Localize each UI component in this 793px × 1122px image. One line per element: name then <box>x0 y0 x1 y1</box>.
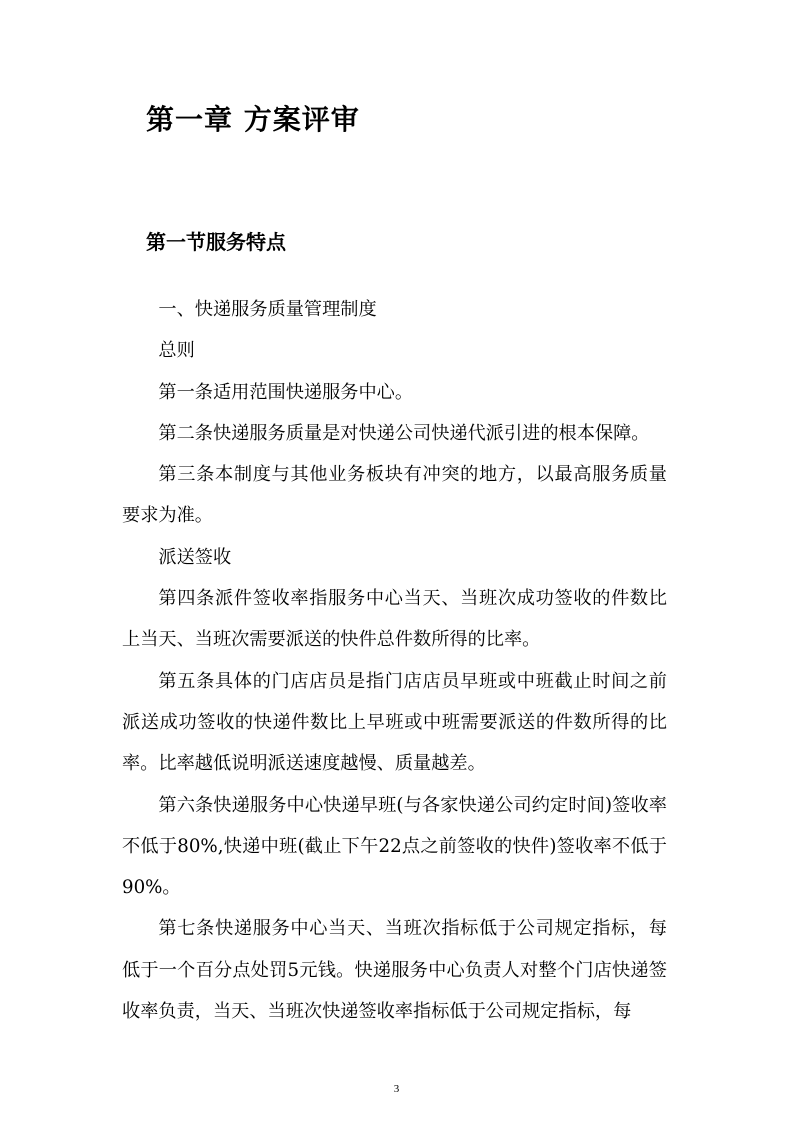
body-text <box>122 289 667 1032</box>
paragraph-delivery-signing: 派送签收 <box>158 546 232 568</box>
paragraph-article-1: 第一条适用范围快递服务中心。 <box>158 381 414 403</box>
paragraph-general-provisions: 总则 <box>158 340 195 362</box>
paragraph-article-3: 第三条本制度与其他业务板块有冲突的地方，以最高服务质量要求为准。 <box>122 464 667 527</box>
chapter-title: 第一章 方案评审 <box>146 103 360 136</box>
paragraph-article-5: 第五条具体的门店店员是指门店店员早班或中班截止时间之前派送成功签收的快递件数比上早班或中班需要派送的件数所得的比率。比率越低说明派送速度越慢、质量越差。 <box>122 670 667 775</box>
paragraph-article-4: 第四条派件签收率指服务中心当天、当班次成功签收的件数比上当天、当班次需要派送的快件总件数所得的比率。 <box>122 588 667 651</box>
page-number: 3 <box>393 1083 400 1095</box>
section-title: 第一节服务特点 <box>146 230 286 254</box>
paragraph-article-6: 第六条快递服务中心快递早班(与各家快递公司约定时间)签收率不低于80%,快递中班(截止下午22点之前签收的快件)签收率不低于90%。 <box>122 794 667 899</box>
paragraph-heading-quality-system: 一、快递服务质量管理制度 <box>158 299 377 320</box>
paragraph-article-7: 第七条快递服务中心当天、当班次指标低于公司规定指标，每低于一个百分点处罚5元钱。快递服务中心负责人对整个门店快递签收率负责，当天、当班次快递签收率指标低于公司规定指标，每 <box>122 918 667 1023</box>
paragraph-article-2: 第二条快递服务质量是对快递公司快递代派引进的根本保障。 <box>158 422 650 444</box>
